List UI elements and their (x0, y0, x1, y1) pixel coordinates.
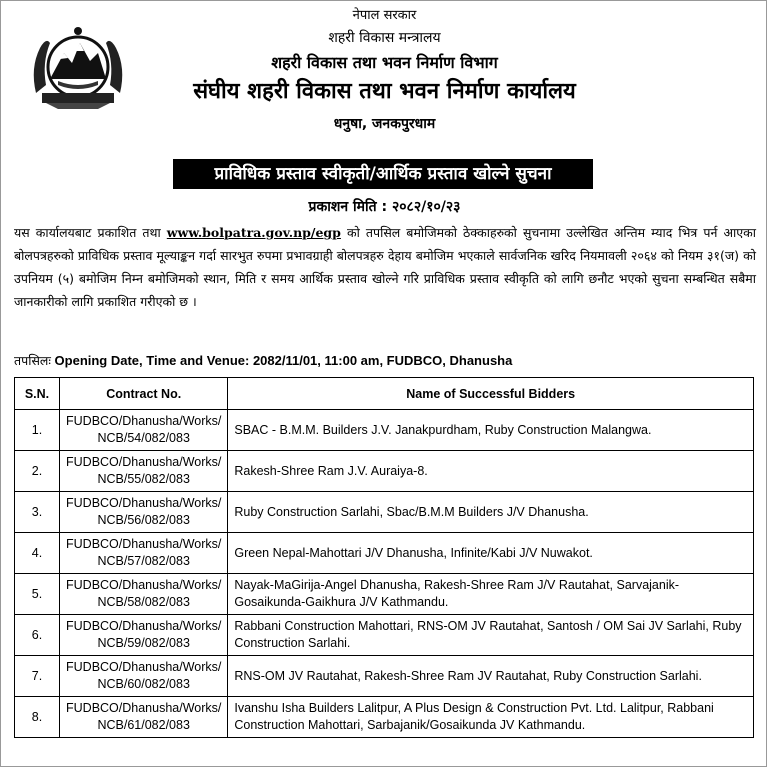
table-row (15, 410, 754, 451)
row-sn: 8. (15, 697, 60, 738)
row-contract-no (60, 697, 228, 738)
notice-body (14, 221, 756, 313)
row-sn: 6. (15, 615, 60, 656)
contract-no-line1: FUDBCO/Dhanusha/Works/ (66, 619, 222, 633)
contract-no-line2: NCB/56/082/083 (97, 513, 190, 527)
contract-no-line2: NCB/57/082/083 (97, 554, 190, 568)
table-row (15, 697, 754, 738)
notice-title: प्राविधिक प्रस्ताव स्वीकृती/आर्थिक प्रस्ताव खोल्ने सुचना (173, 159, 593, 189)
government-line: नेपाल सरकार (352, 8, 417, 23)
contract-no-line2: NCB/60/082/083 (97, 677, 190, 691)
row-sn: 1. (15, 410, 60, 451)
row-contract-no (60, 533, 228, 574)
row-bidders: SBAC - B.M.M. Builders J.V. Janakpurdham, Ruby Construction Malangwa. (228, 410, 754, 451)
row-bidders: Ruby Construction Sarlahi, Sbac/B.M.M Builders J/V Dhanusha. (228, 492, 754, 533)
contract-no-line1: FUDBCO/Dhanusha/Works/ (66, 537, 222, 551)
row-bidders: RNS-OM JV Rautahat, Rakesh-Shree Ram JV Rautahat, Ruby Construction Sarlahi. (228, 656, 754, 697)
bolpatra-link[interactable]: www.bolpatra.gov.np/egp (166, 225, 341, 240)
table-row (15, 533, 754, 574)
contract-no-line2: NCB/54/082/083 (97, 431, 190, 445)
table-row (15, 615, 754, 656)
note-text: Opening Date, Time and Venue: 2082/11/01, 11:00 am, FUDBCO, Dhanusha (50, 353, 513, 368)
header-bidders: Name of Successful Bidders (228, 378, 754, 410)
row-bidders: Nayak-MaGirija-Angel Dhanusha, Rakesh-Shree Ram J/V Rautahat, Sarvajanik-Gosaikunda-Gaikhura J/V Kathmandu. (228, 574, 754, 615)
row-contract-no (60, 656, 228, 697)
contract-no-line1: FUDBCO/Dhanusha/Works/ (66, 414, 222, 428)
row-bidders: Rabbani Construction Mahottari, RNS-OM JV Rautahat, Santosh / OM Sai JV Sarlahi, Ruby Construction Sarlahi. (228, 615, 754, 656)
row-sn: 7. (15, 656, 60, 697)
ministry-line: शहरी विकास मन्त्रालय (328, 30, 441, 46)
contract-no-line1: FUDBCO/Dhanusha/Works/ (66, 496, 222, 510)
contract-no-line1: FUDBCO/Dhanusha/Works/ (66, 701, 222, 715)
row-bidders: Rakesh-Shree Ram J.V. Auraiya-8. (228, 451, 754, 492)
contract-no-line1: FUDBCO/Dhanusha/Works/ (66, 660, 222, 674)
header-contract: Contract No. (60, 378, 228, 410)
publish-date: प्रकाशन मिति : २०८२/१०/२३ (308, 199, 461, 215)
contract-no-line2: NCB/61/082/083 (97, 718, 190, 732)
row-contract-no (60, 451, 228, 492)
note-label: तपसिलः (14, 353, 51, 368)
contract-no-line1: FUDBCO/Dhanusha/Works/ (66, 455, 222, 469)
row-contract-no (60, 492, 228, 533)
department-line: शहरी विकास तथा भवन निर्माण विभाग (271, 53, 498, 72)
contract-no-line2: NCB/55/082/083 (97, 472, 190, 486)
table-row (15, 656, 754, 697)
row-bidders: Ivanshu Isha Builders Lalitpur, A Plus Design & Construction Pvt. Ltd. Lalitpur, Rabbani Construction Mahottari, Sarbajanik/Gosaikunda JV Kathmandu. (228, 697, 754, 738)
opening-details (14, 352, 512, 369)
table-row (15, 451, 754, 492)
row-sn: 3. (15, 492, 60, 533)
office-title: संघीय शहरी विकास तथा भवन निर्माण कार्यालय (193, 79, 576, 104)
contract-no-line1: FUDBCO/Dhanusha/Works/ (66, 578, 222, 592)
row-sn: 2. (15, 451, 60, 492)
row-contract-no (60, 615, 228, 656)
row-sn: 5. (15, 574, 60, 615)
table-header-row (15, 378, 754, 410)
row-sn: 4. (15, 533, 60, 574)
table-row (15, 492, 754, 533)
bidders-table (14, 377, 754, 738)
header-sn: S.N. (15, 378, 60, 410)
body-text-part1: यस कार्यालयबाट प्रकाशित तथा (14, 225, 167, 240)
row-bidders: Green Nepal-Mahottari J/V Dhanusha, Infinite/Kabi J/V Nuwakot. (228, 533, 754, 574)
row-contract-no (60, 574, 228, 615)
row-contract-no (60, 410, 228, 451)
table-row (15, 574, 754, 615)
office-location: धनुषा, जनकपुरधाम (333, 116, 436, 132)
contract-no-line2: NCB/59/082/083 (97, 636, 190, 650)
contract-no-line2: NCB/58/082/083 (97, 595, 190, 609)
body-text-part2: को तपसिल बमोजिमको ठेक्काहरुको सुचनामा उल्लेखित अन्तिम म्याद भित्र पर्न आएका बोलपत्रहरुको प्राविधिक प्रस्ताव मूल्याङ्कन गर्दा सारभुत रुपमा प्रभावग्राही बोलपत्रहरु देहाय बमोजिम भएकाले सार्वजनिक खरिद नियमावली २०६४ को नियम ३१(ज) को उपनियम (५) बमोजिम निम्न बमोजिमको स्थान, मिति र समय आर्थिक प्रस्ताव खोल्ने गरि प्राविधिक प्रस्ताव स्वीकृति को लागि छनौट भएको सुचना सम्बन्धित सबैमा जानकारीको लागि प्रकाशित गरीएको छ । (14, 225, 756, 309)
